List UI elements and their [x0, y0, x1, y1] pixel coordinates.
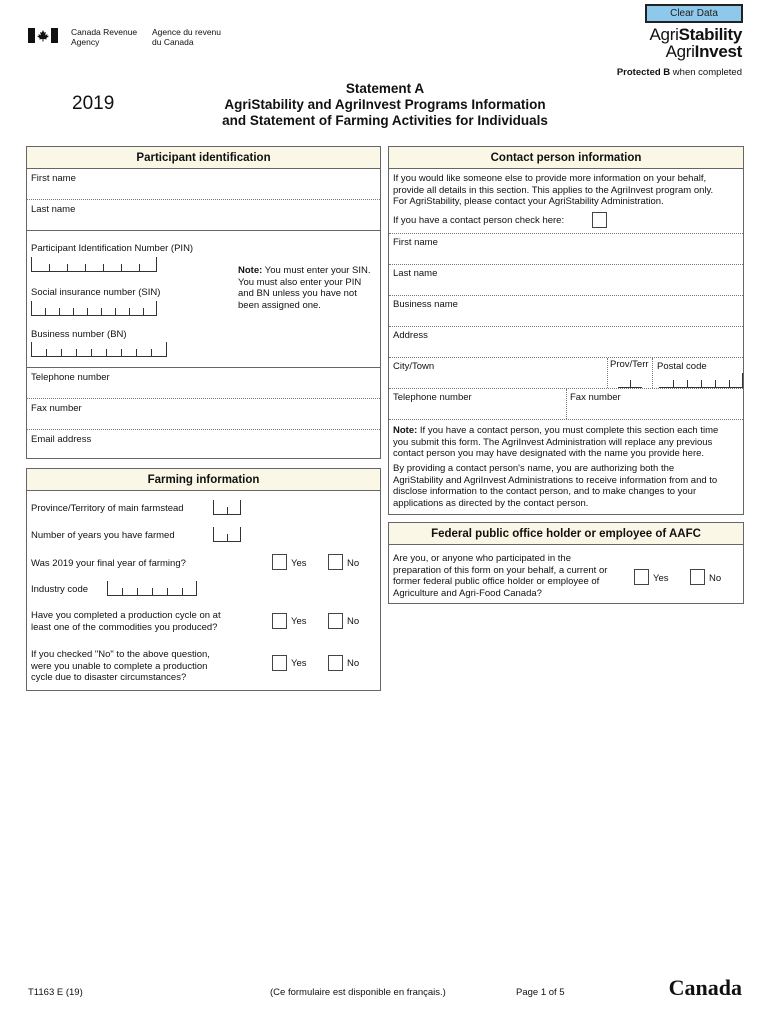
contact-check-label: If you have a contact person check here:: [393, 215, 565, 226]
contact-authorization-text: By providing a contact person's name, you are authorizing both the AgriStability and AgriInvest Administrations to receive information from and to disclose information to the contact person, and to make changes to your applications as directed by the contact person.: [393, 463, 718, 509]
page-number: Page 1 of 5: [516, 987, 565, 998]
city-label: City/Town: [393, 361, 435, 372]
participant-first-name-field[interactable]: First name: [27, 169, 380, 200]
contact-intro: If you would like someone else to provide more information on your behalf, provide all details in this section. This applies to the AgriInvest program only. For AgriStability, please contact your AgriStability Administration.: [393, 173, 714, 207]
pin-label: Participant Identification Number (PIN): [31, 243, 194, 254]
contact-telephone-label[interactable]: Telephone number: [393, 392, 472, 403]
participant-email-field[interactable]: Email address: [31, 434, 92, 445]
canada-wordmark: Canada: [668, 975, 742, 1000]
final-year-no-label: No: [347, 558, 360, 569]
clear-data-button[interactable]: Clear Data: [645, 4, 743, 23]
participant-last-name-field[interactable]: Last name: [27, 200, 380, 231]
years-farmed-label: Number of years you have farmed: [31, 530, 175, 541]
contact-person-checkbox[interactable]: [592, 212, 607, 228]
prov-label: Prov/Terr: [610, 359, 649, 370]
federal-yes-checkbox[interactable]: [634, 569, 649, 585]
agency-name-en: Canada Revenue Agency: [71, 27, 138, 47]
farming-information-section: [26, 468, 381, 691]
contact-note: Note: If you have a contact person, you must complete this section each time you submit this form. The AgriInvest Administration will replace any previous contact person you may have designated with the name you provide here.: [393, 425, 719, 459]
contact-phone-row: [389, 389, 743, 420]
final-year-yes-checkbox[interactable]: [272, 554, 287, 570]
postal-label: Postal code: [657, 361, 707, 372]
sin-input[interactable]: [31, 302, 157, 316]
province-input[interactable]: [213, 501, 241, 515]
participant-fax-field[interactable]: Fax number: [27, 399, 380, 430]
disaster-no-checkbox[interactable]: [328, 655, 343, 671]
disaster-yes-checkbox[interactable]: [272, 655, 287, 671]
protected-b-label: Protected B when completed: [616, 67, 742, 78]
federal-office-holder-section: [388, 522, 744, 604]
federal-no-checkbox[interactable]: [690, 569, 705, 585]
final-year-label: Was 2019 your final year of farming?: [31, 558, 186, 569]
form-id: T1163 E (19): [28, 987, 83, 998]
contact-fax-label[interactable]: Fax number: [570, 392, 621, 403]
farming-heading: Farming information: [27, 469, 380, 491]
production-cycle-no-label: No: [347, 616, 360, 627]
production-cycle-yes-label: Yes: [291, 616, 307, 627]
sin-note: Note: You must enter your SIN. You must also enter your PIN and BN unless you have not been assigned one.: [238, 265, 371, 311]
participant-identification-section: [26, 146, 381, 459]
contact-person-section: [388, 146, 744, 515]
federal-question: Are you, or anyone who participated in the preparation of this form on your behalf, a current or former federal public office holder or employee of Agriculture and Agri-Food Canada?: [393, 553, 608, 599]
french-availability-note: (Ce formulaire est disponible en français.): [270, 987, 446, 998]
final-year-no-checkbox[interactable]: [328, 554, 343, 570]
disaster-question: If you checked "No" to the above question, were you unable to complete a production cycle due to disaster circumstances?: [31, 649, 210, 683]
contact-city-row: [389, 358, 743, 389]
participant-heading: Participant identification: [27, 147, 380, 169]
form-title: Statement A AgriStability and AgriInvest Programs Information and Statement of Farming Activities for Individuals: [222, 81, 548, 128]
contact-address-field[interactable]: Address: [389, 327, 743, 358]
divider: [652, 358, 653, 388]
contact-last-name-field[interactable]: Last name: [389, 265, 743, 296]
program-brand-logo: AgriStability AgriInvest: [649, 25, 742, 61]
bn-label: Business number (BN): [31, 329, 127, 340]
form-year: 2019: [72, 93, 115, 114]
divider: [566, 389, 567, 419]
contact-prov-input[interactable]: [618, 374, 642, 388]
pin-input[interactable]: [31, 258, 157, 272]
years-farmed-input[interactable]: [213, 528, 241, 542]
canada-flag-icon: [28, 28, 58, 43]
final-year-yes-label: Yes: [291, 558, 307, 569]
disaster-yes-label: Yes: [291, 658, 307, 669]
participant-telephone-field[interactable]: Telephone number: [27, 368, 380, 399]
disaster-no-label: No: [347, 658, 360, 669]
divider: [607, 358, 608, 388]
contact-postal-input[interactable]: [659, 374, 743, 388]
federal-heading: Federal public office holder or employee of AAFC: [389, 523, 743, 545]
production-cycle-question: Have you completed a production cycle on at least one of the commodities you produced?: [31, 610, 221, 633]
industry-code-input[interactable]: [107, 582, 197, 596]
province-label: Province/Territory of main farmstead: [31, 503, 184, 514]
federal-no-label: No: [709, 573, 722, 584]
contact-business-name-field[interactable]: Business name: [389, 296, 743, 327]
bn-input[interactable]: [31, 343, 167, 357]
contact-heading: Contact person information: [389, 147, 743, 169]
industry-code-label: Industry code: [31, 584, 89, 595]
agency-name-fr: Agence du revenu du Canada: [152, 27, 221, 47]
sin-label: Social insurance number (SIN): [31, 287, 161, 298]
contact-first-name-field[interactable]: First name: [389, 234, 743, 265]
federal-yes-label: Yes: [653, 573, 669, 584]
production-cycle-yes-checkbox[interactable]: [272, 613, 287, 629]
production-cycle-no-checkbox[interactable]: [328, 613, 343, 629]
